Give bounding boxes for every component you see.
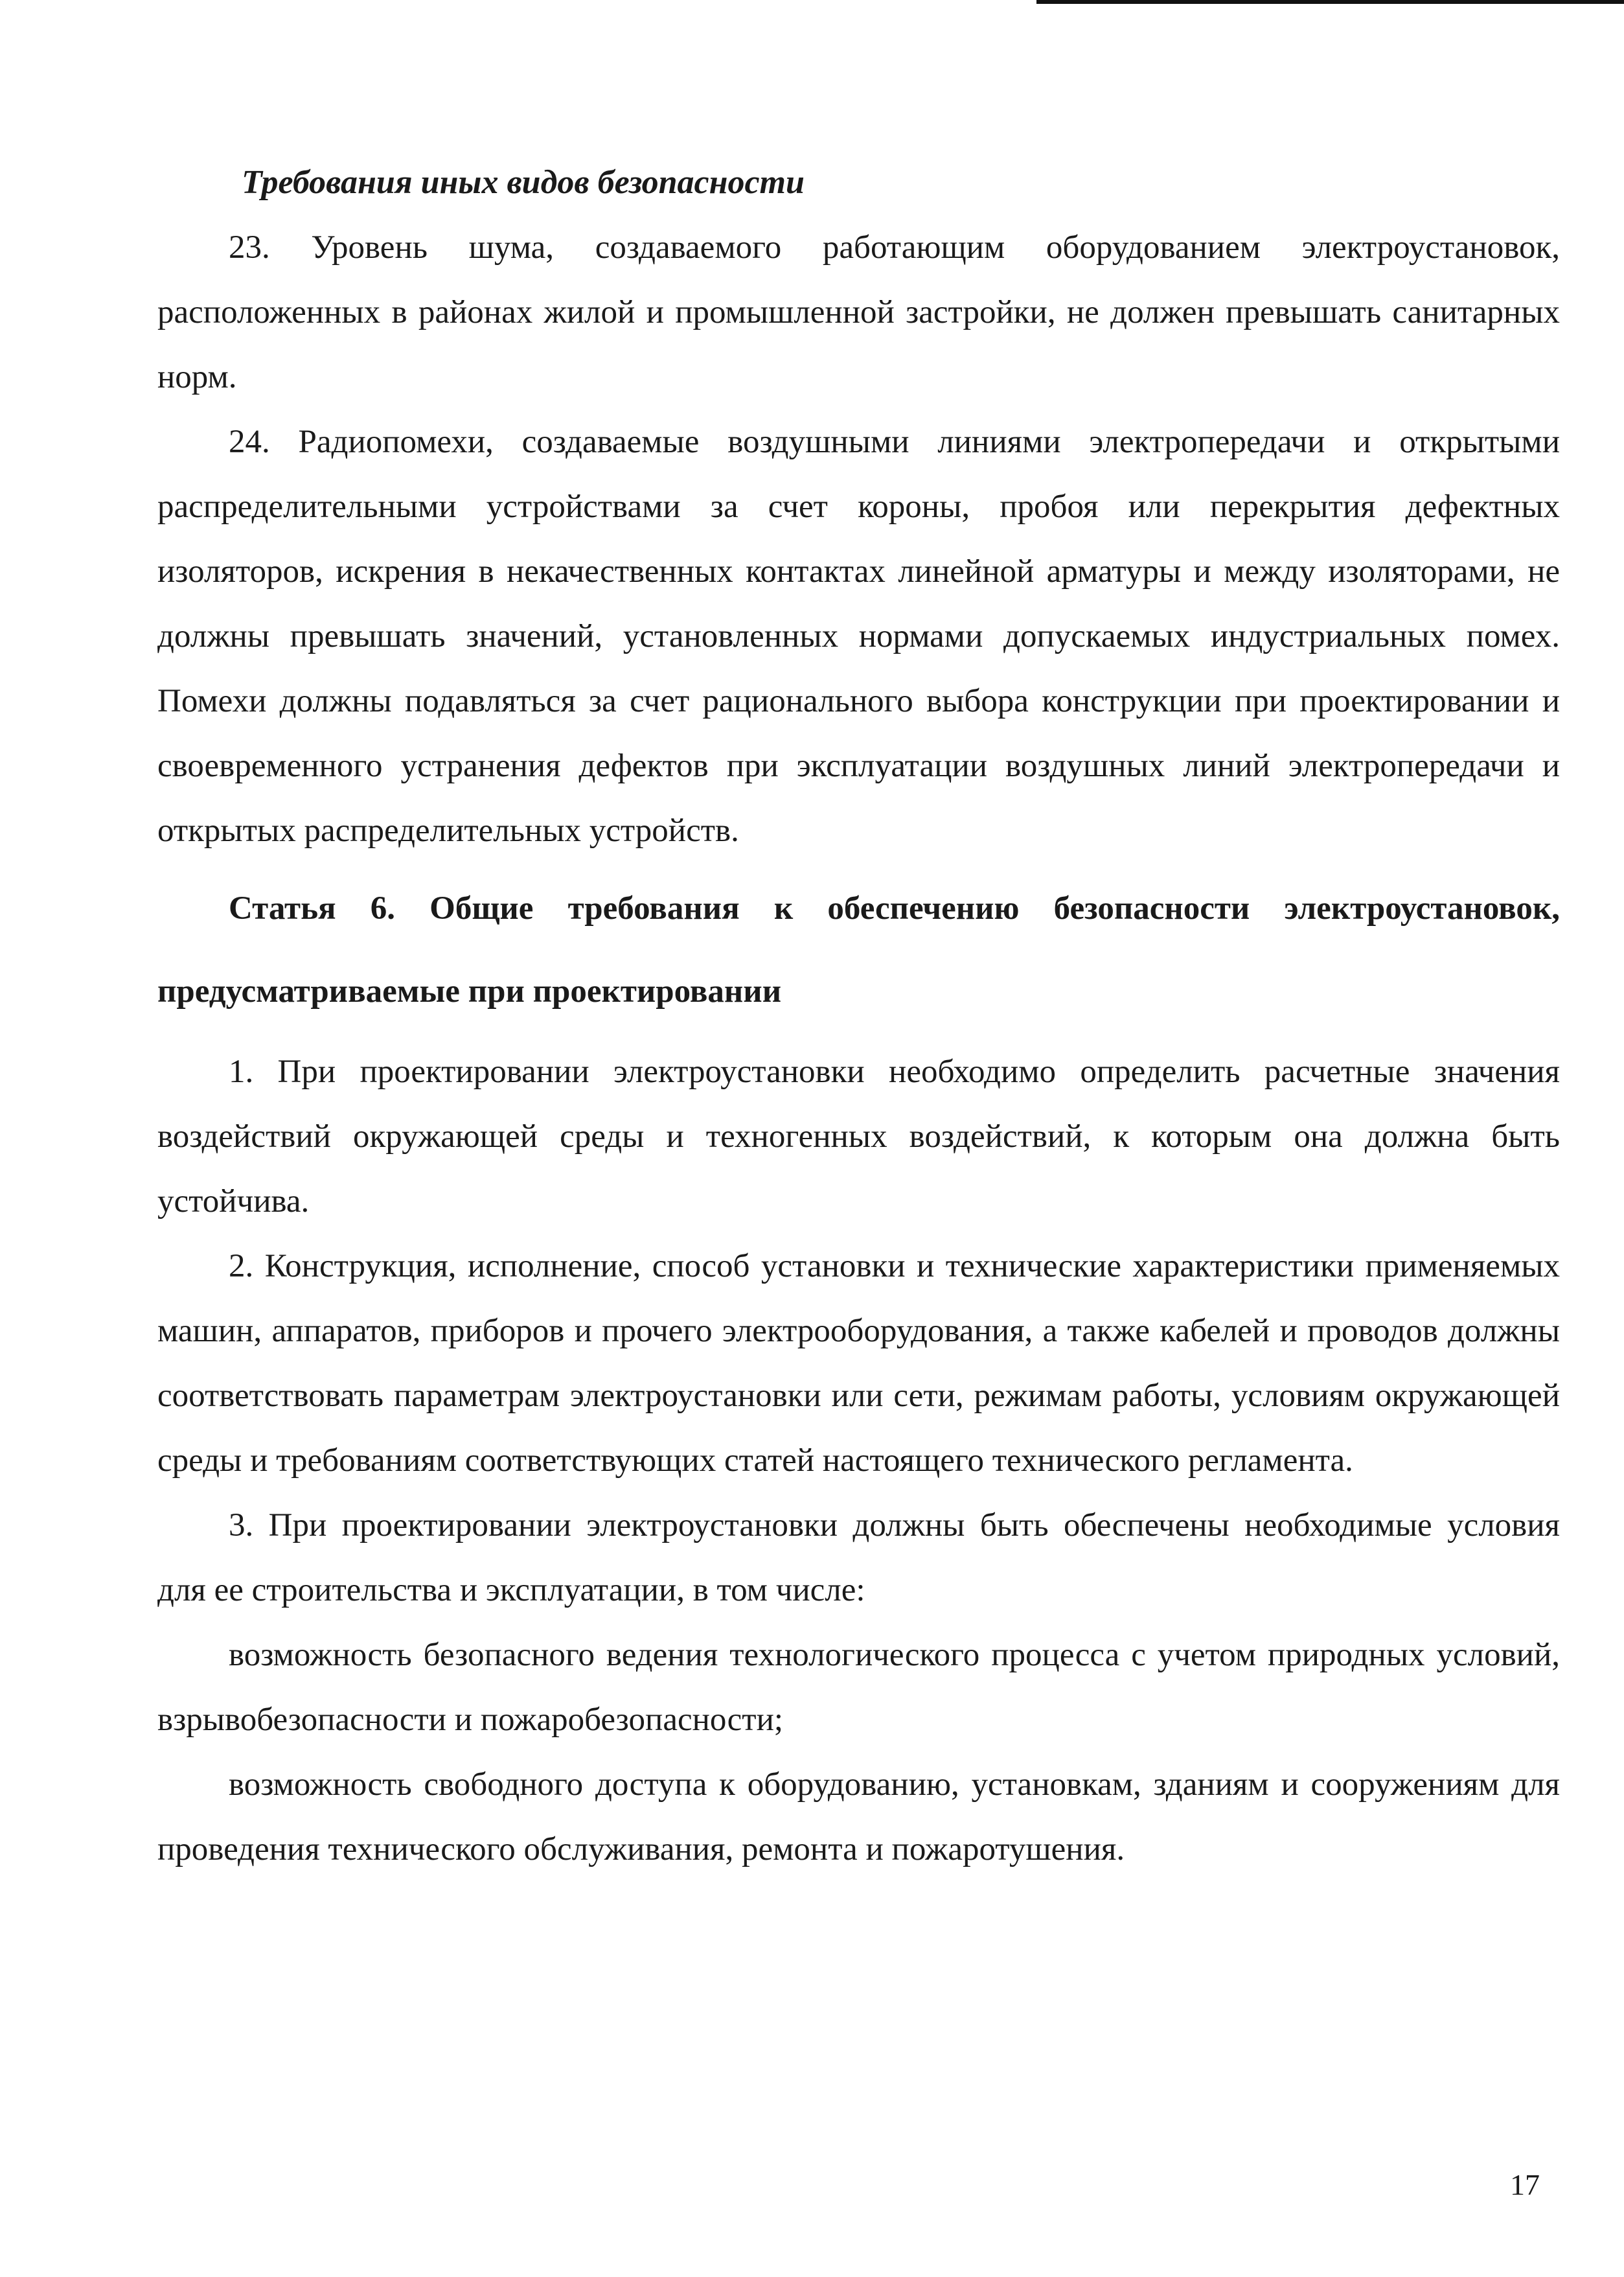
article-heading: Статья 6. Общие требования к обеспечению безопасности электроустановок, предусматриваемые при проектировании: [157, 890, 1560, 1010]
article-paragraph-3: 3. При проектировании электроустановки должны быть обеспечены необходимые условия для ее строительства и эксплуатации, в том числе:: [157, 1507, 1560, 1608]
section-subheading: Требования иных видов безопасности: [242, 164, 805, 201]
paragraph-24: 24. Радиопомехи, создаваемые воздушными линиями электропередачи и открытыми распределительными устройствами за счет короны, пробоя или перекрытия дефектных изоляторов, искрения в некачественных контактах линейной арматуры и между изоляторами, не должны превышать значений, установленных нормами допускаемых индустриальных помех. Помехи должны подавляться за счет рационального выбора конструкции при проектировании и своевременного устранения дефектов при эксплуатации воздушных линий электропередачи и открытых распределительных устройств.: [157, 424, 1560, 849]
list-item-technological-process: возможность безопасного ведения технологического процесса с учетом природных условий, взрывобезопасности и пожаробезопасности;: [157, 1637, 1560, 1738]
list-item-free-access: возможность свободного доступа к оборудованию, установкам, зданиям и сооружениям для проведения технического обслуживания, ремонта и пожаротушения.: [157, 1766, 1560, 1867]
scan-edge-line: [1036, 0, 1624, 4]
article-paragraph-1: 1. При проектировании электроустановки необходимо определить расчетные значения воздействий окружающей среды и техногенных воздействий, к которым она должна быть устойчива.: [157, 1054, 1560, 1219]
page-number: 17: [1510, 2168, 1540, 2201]
document-body: [157, 156, 1560, 1882]
article-paragraph-2: 2. Конструкция, исполнение, способ установки и технические характеристики применяемых машин, аппаратов, приборов и прочего электрооборудования, а также кабелей и проводов должны соответствовать параметрам электроустановки или сети, режимам работы, условиям окружающей среды и требованиям соответствующих статей настоящего технического регламента.: [157, 1248, 1560, 1479]
paragraph-23: 23. Уровень шума, создаваемого работающим оборудованием электроустановок, расположенных в районах жилой и промышленной застройки, не должен превышать санитарных норм.: [157, 229, 1560, 395]
